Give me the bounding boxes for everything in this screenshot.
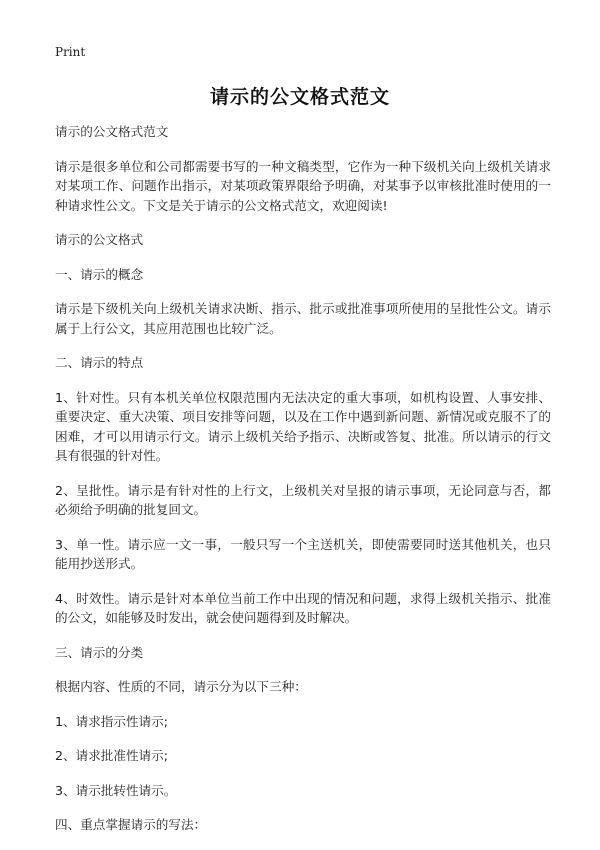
type-item-1: 1、请求指示性请示; [55, 713, 169, 729]
feature-item-2: 2、呈批性。请示是有针对性的上行文，上级机关对呈报的请示事项，无论同意与否，都必须给予明确的批复回文。 [55, 482, 551, 517]
subtitle-paragraph: 请示的公文格式范文 [55, 124, 169, 139]
types-intro-paragraph: 根据内容、性质的不同，请示分为以下三种： [55, 679, 307, 694]
document-title: 请示的公文格式范文 [209, 86, 390, 108]
feature-item-3: 3、单一性。请示应一文一事，一般只写一个主送机关，即使需要同时送其他机关，也只能用抄送形式。 [55, 536, 551, 571]
document-body [55, 122, 551, 850]
section-heading-writing: 四、重点掌握请示的写法： [55, 817, 207, 832]
type-item-2: 2、请求批准性请示; [55, 748, 169, 763]
section-label: 请示的公文格式 [55, 232, 144, 247]
section-heading-features: 二、请示的特点 [55, 355, 144, 370]
feature-item-1: 1、针对性。只有本机关单位权限范围内无法决定的重大事项，如机构设置、人事安排、重要决定、重大决策、项目安排等问题，以及在工作中遇到新问题、新情况或克服不了的困难，才可以用请示行文。请示上级机关给予指示、决断或答复、批准。所以请示的行文具有很强的针对性。 [55, 389, 551, 463]
intro-paragraph: 请示是很多单位和公司都需要书写的一种文稿类型，它作为一种下级机关向上级机关请求对某项工作、问题作出指示，对某项政策界限给予明确，对某事予以审核批准时使用的一种请求性公文。下文是关于请示的公文格式范文，欢迎阅读! [55, 158, 551, 213]
type-item-3: 3、请示批转性请示。 [55, 782, 177, 798]
feature-item-4: 4、时效性。请示是针对本单位当前工作中出现的情况和问题，求得上级机关指示、批准的公文，如能够及时发出，就会使问题得到及时解决。 [55, 590, 551, 625]
section-heading-types: 三、请示的分类 [55, 644, 144, 660]
concept-paragraph: 请示是下级机关向上级机关请求决断、指示、批示或批准事项所使用的呈批性公文。请示属于上行公文，其应用范围也比较广泛。 [55, 301, 551, 336]
section-heading-concept: 一、请示的概念 [55, 266, 144, 282]
print-link[interactable]: Print [55, 45, 86, 59]
